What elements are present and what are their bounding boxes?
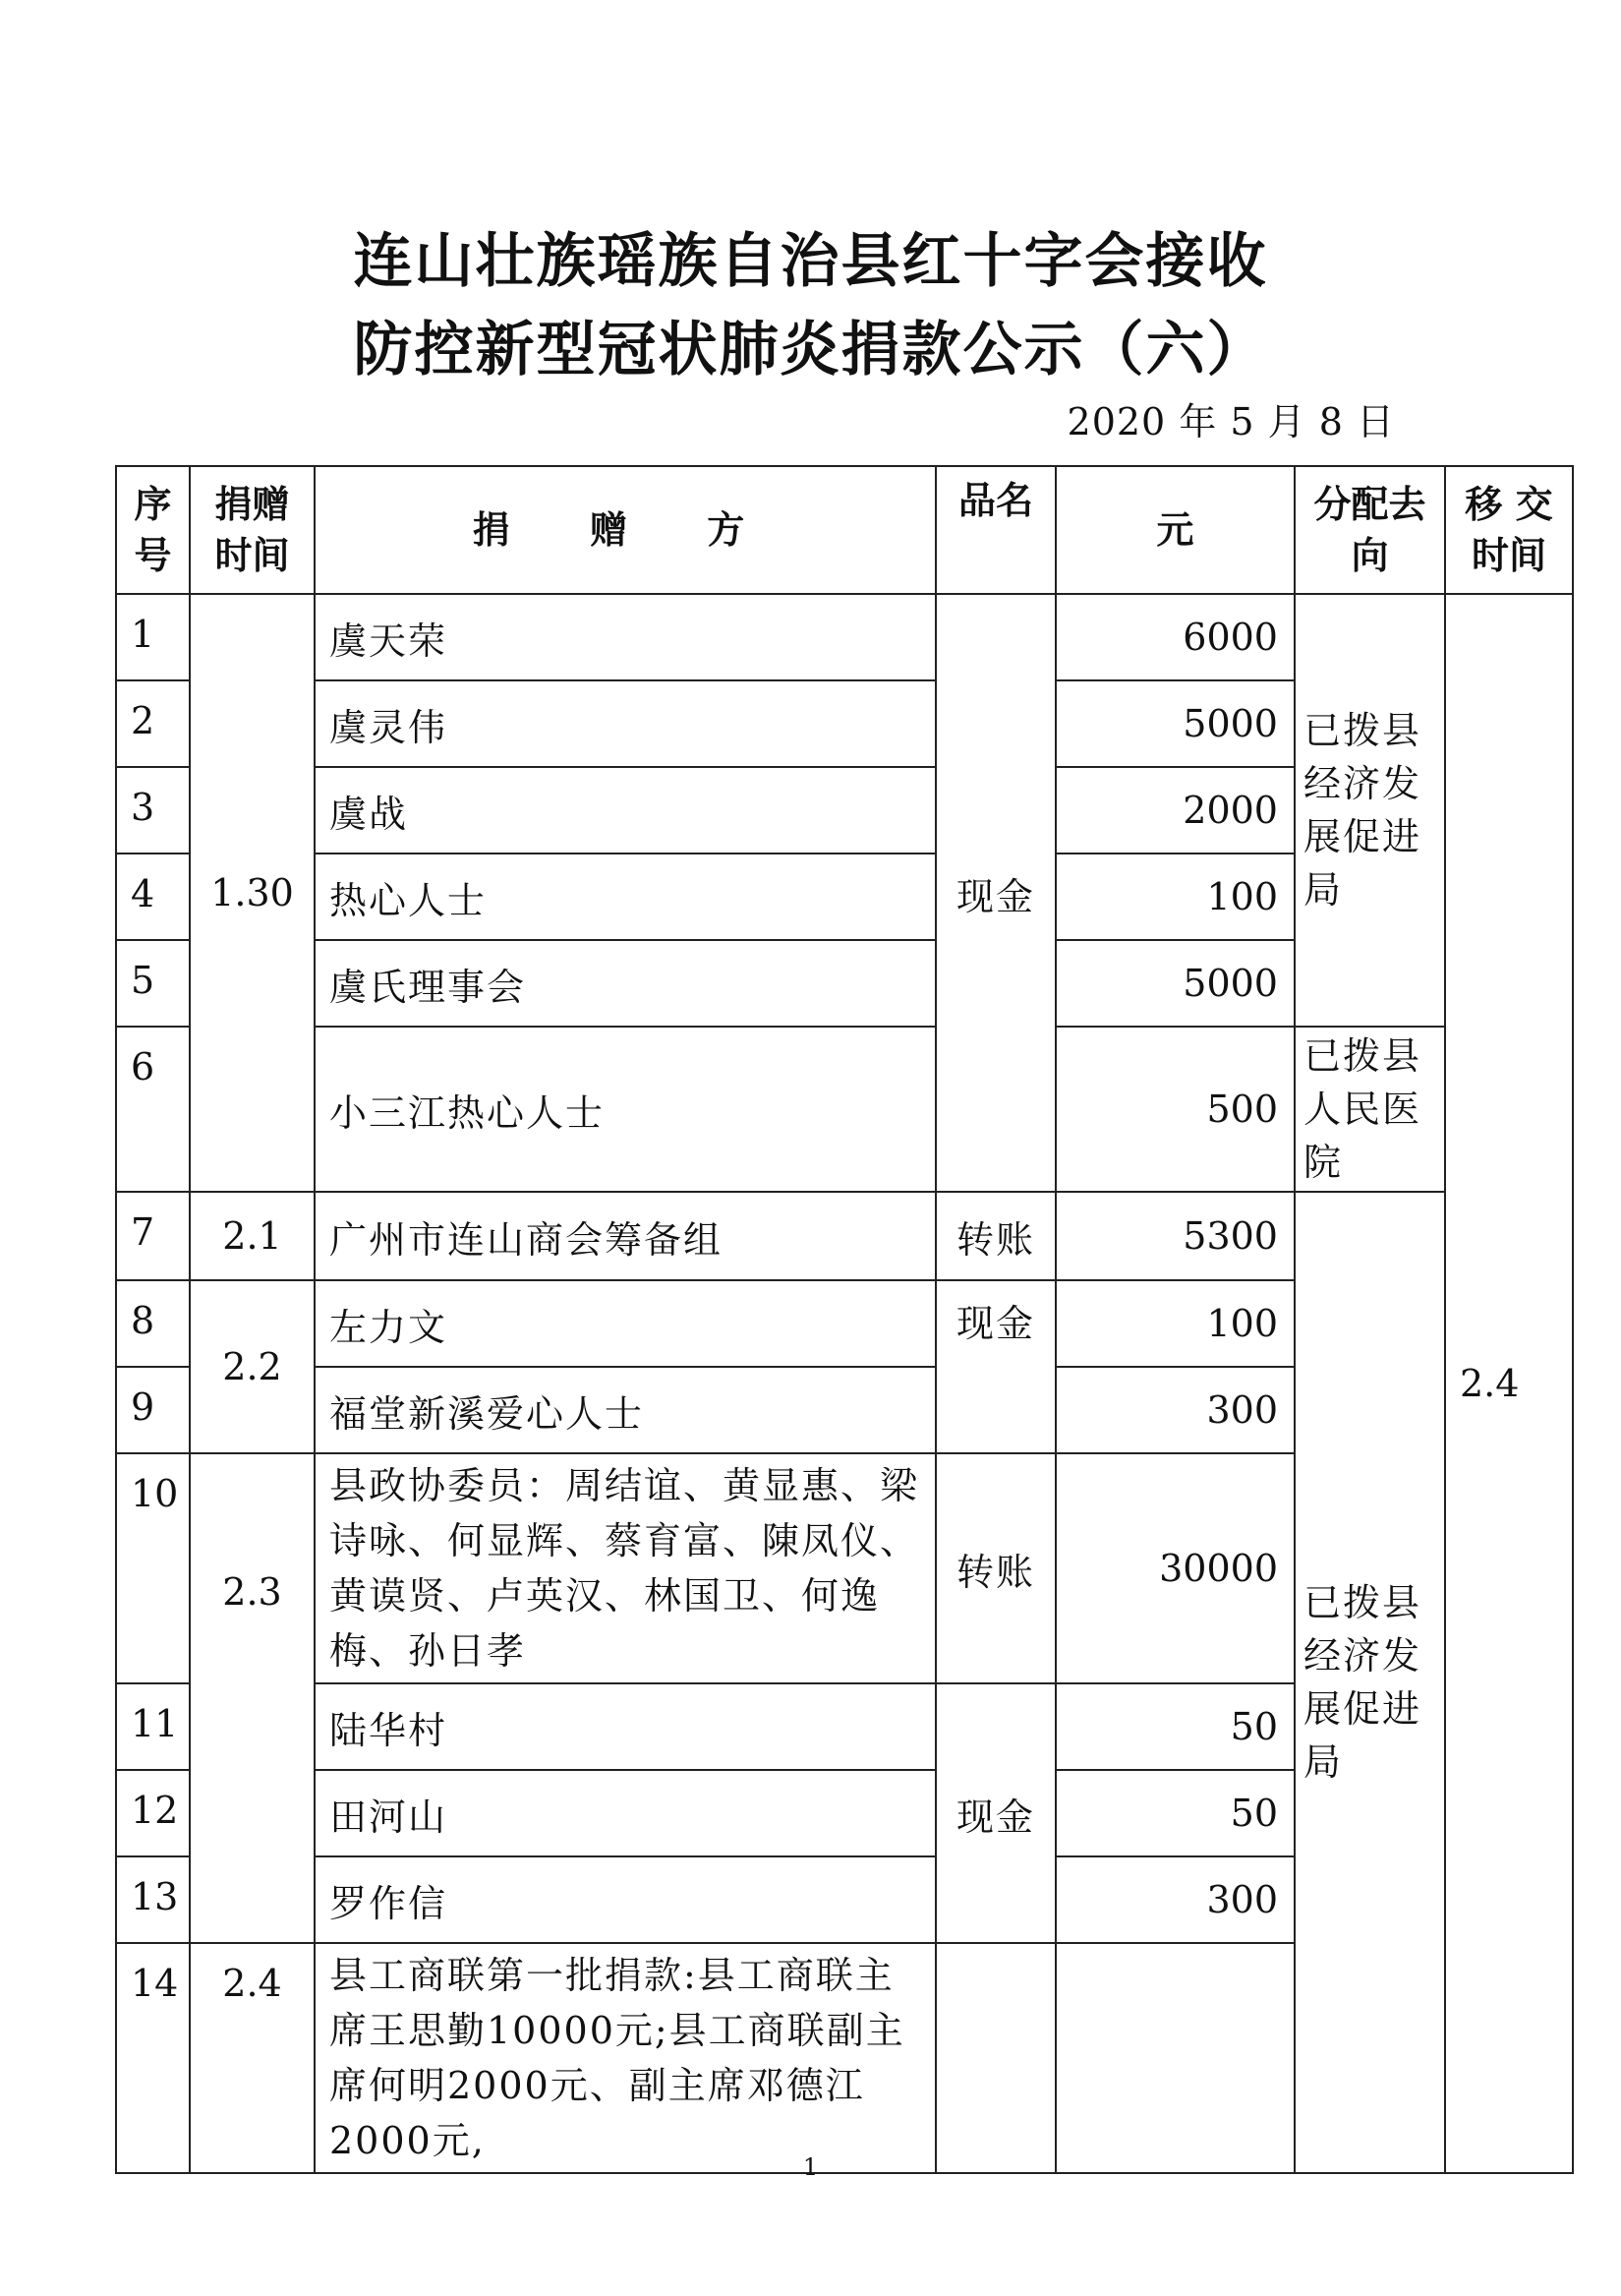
donor-name: 田河山	[315, 1770, 936, 1856]
row-index: 13	[116, 1856, 190, 1943]
row-index: 3	[116, 767, 190, 854]
transfer-time: 2.4	[1445, 594, 1573, 2173]
donor-name: 县政协委员：周结谊、黄显惠、梁诗咏、何显辉、蔡育富、陳凤仪、黄谟贤、卢英汉、林国卫、何逸梅、孙日孝	[315, 1453, 936, 1683]
donor-name: 虞战	[315, 767, 936, 854]
amount: 6000	[1056, 594, 1295, 680]
donor-name: 虞氏理事会	[315, 940, 936, 1027]
amount: 2000	[1056, 767, 1295, 854]
donor-name: 热心人士	[315, 854, 936, 940]
amount: 5300	[1056, 1192, 1295, 1280]
amount: 50	[1056, 1683, 1295, 1770]
donor-name: 县工商联第一批捐款:县工商联主席王思勤10000元;县工商联副主席何明2000元、副主席邓德江2000元,	[315, 1943, 936, 2173]
row-index: 2	[116, 680, 190, 767]
donation-table	[115, 465, 1574, 2174]
row-index: 6	[116, 1027, 190, 1192]
header-item: 品名	[936, 466, 1056, 594]
header-transfer-time: 移 交 时间	[1445, 466, 1573, 594]
item-type: 现金	[936, 1280, 1056, 1453]
donor-name: 虞天荣	[315, 594, 936, 680]
amount: 100	[1056, 854, 1295, 940]
donation-time: 2.4	[190, 1943, 315, 2173]
donor-name: 广州市连山商会筹备组	[315, 1192, 936, 1280]
header-index: 序号	[116, 466, 190, 594]
header-donor: 捐 赠 方	[315, 466, 936, 594]
donor-name: 左力文	[315, 1280, 936, 1367]
amount: 500	[1056, 1027, 1295, 1192]
amount: 100	[1056, 1280, 1295, 1367]
allocation: 已拨县经济发展促进局	[1295, 1192, 1445, 2173]
donation-time: 1.30	[190, 594, 315, 1192]
row-index: 7	[116, 1192, 190, 1280]
title-line-2: 防控新型冠状肺炎捐款公示（六）	[353, 316, 1268, 384]
title-line-1: 连山壮族瑶族自治县红十字会接收	[353, 227, 1268, 296]
donor-name: 虞灵伟	[315, 680, 936, 767]
amount: 300	[1056, 1856, 1295, 1943]
item-type: 转账	[936, 1453, 1056, 1683]
donor-name: 罗作信	[315, 1856, 936, 1943]
header-time: 捐赠时间	[190, 466, 315, 594]
row-index: 9	[116, 1367, 190, 1453]
table-row	[116, 1192, 1573, 1280]
row-index: 5	[116, 940, 190, 1027]
item-type: 现金	[936, 1683, 1056, 1943]
page-number: 1	[802, 2153, 819, 2181]
donation-time: 2.3	[190, 1453, 315, 1943]
amount: 5000	[1056, 940, 1295, 1027]
row-index: 12	[116, 1770, 190, 1856]
row-index: 14	[116, 1943, 190, 2173]
document-date: 2020 年 5 月 8 日	[1067, 400, 1395, 443]
donor-name: 小三江热心人士	[315, 1027, 936, 1192]
table-row	[116, 1027, 1573, 1192]
item-type: 转账	[936, 1192, 1056, 1280]
amount	[1056, 1943, 1295, 2173]
row-index: 10	[116, 1453, 190, 1683]
allocation: 已拨县人民医院	[1295, 1027, 1445, 1192]
row-index: 11	[116, 1683, 190, 1770]
donor-name: 陆华村	[315, 1683, 936, 1770]
row-index: 8	[116, 1280, 190, 1367]
item-type: 现金	[936, 594, 1056, 1192]
amount: 300	[1056, 1367, 1295, 1453]
row-index: 1	[116, 594, 190, 680]
table-header-row	[116, 466, 1573, 594]
donor-name: 福堂新溪爱心人士	[315, 1367, 936, 1453]
amount: 5000	[1056, 680, 1295, 767]
table-row	[116, 594, 1573, 680]
amount: 30000	[1056, 1453, 1295, 1683]
donation-time: 2.1	[190, 1192, 315, 1280]
header-amount: 元	[1056, 466, 1295, 594]
item-type-empty	[936, 1943, 1056, 2173]
row-index: 4	[116, 854, 190, 940]
donation-time: 2.2	[190, 1280, 315, 1453]
allocation: 已拨县经济发展促进局	[1295, 594, 1445, 1027]
amount: 50	[1056, 1770, 1295, 1856]
header-allocation: 分配去向	[1295, 466, 1445, 594]
